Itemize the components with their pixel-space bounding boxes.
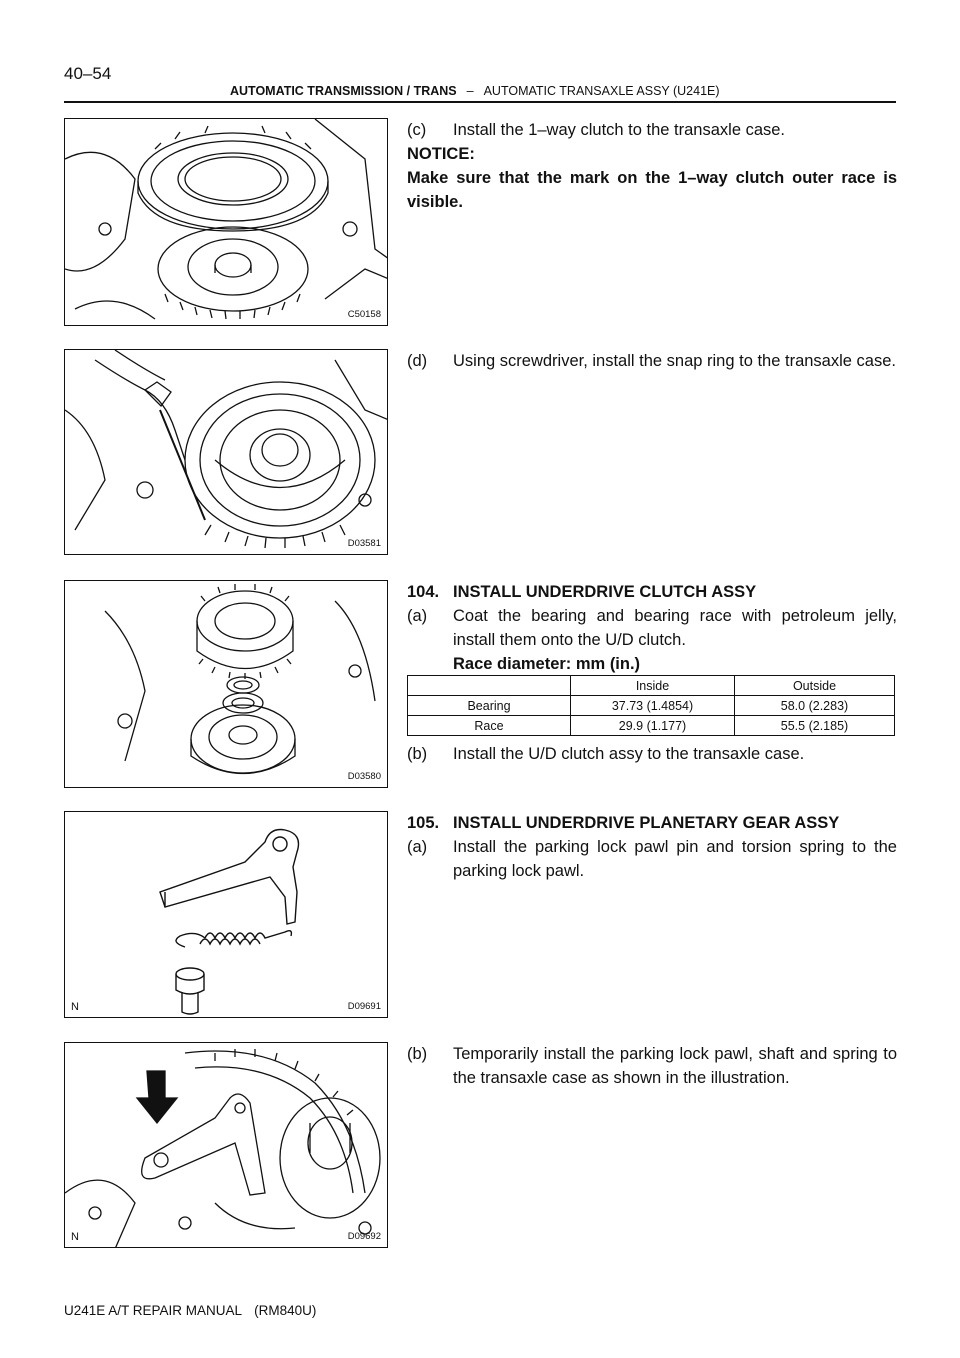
figure-snap-ring [64, 349, 388, 555]
item-label: (a) [407, 838, 428, 856]
item-label: (c) [407, 121, 427, 139]
figure-code: D03580 [347, 771, 381, 782]
figure-ud-clutch [64, 580, 388, 788]
step-number: 105. [407, 814, 440, 832]
table-header-cell: Inside [571, 676, 735, 696]
figure-code: C50158 [347, 309, 381, 320]
table-cell: 55.5 (2.185) [735, 716, 895, 736]
step-105 [407, 811, 897, 883]
figure-code: D09692 [347, 1231, 381, 1242]
table-row [408, 716, 895, 736]
footer-manual: U241E A/T REPAIR MANUAL [64, 1303, 243, 1318]
figure-code: D03581 [347, 538, 381, 549]
notice-text: Make sure that the mark on the 1–way clutch outer race is visible. [407, 169, 897, 211]
table-header-cell: Outside [735, 676, 895, 696]
item-text: Coat the bearing and bearing race with petroleum jelly, install them onto the U/D clutch. [453, 607, 897, 649]
table-cell: Bearing [408, 696, 571, 716]
step-b-parking-pawl [407, 1042, 897, 1090]
step-c-1way-clutch [407, 118, 897, 214]
item-label: (b) [407, 1045, 428, 1063]
step-title: INSTALL UNDERDRIVE CLUTCH ASSY [453, 583, 757, 601]
footer-code: (RM840U) [254, 1303, 317, 1318]
race-diameter-table [407, 675, 895, 736]
figure-1-way-clutch [64, 118, 388, 326]
header-section: AUTOMATIC TRANSMISSION / TRANS [230, 84, 457, 98]
figure-pawl-in-case [64, 1042, 388, 1248]
figure-mark: N [71, 1001, 79, 1013]
header-separator: – [466, 84, 474, 98]
figure-code: D09691 [347, 1001, 381, 1012]
race-diameter-title: Race diameter: mm (in.) [453, 655, 641, 673]
step-d-snap-ring [407, 349, 897, 373]
table-cell: 58.0 (2.283) [735, 696, 895, 716]
item-text: Install the U/D clutch assy to the transaxle case. [453, 745, 805, 763]
step-104 [407, 580, 897, 676]
table-cell: 29.9 (1.177) [571, 716, 735, 736]
item-text: Install the 1–way clutch to the transaxle case. [453, 121, 786, 139]
header-subsection: AUTOMATIC TRANSAXLE ASSY (U241E) [483, 84, 720, 98]
step-title: INSTALL UNDERDRIVE PLANETARY GEAR ASSY [453, 814, 840, 832]
illustration-parking-lock-pawl [65, 812, 388, 1018]
item-label: (d) [407, 352, 428, 370]
item-text: Temporarily install the parking lock pawl, shaft and spring to the transaxle case as shown in the illustration. [453, 1045, 897, 1087]
step-number: 104. [407, 583, 440, 601]
header-rule [64, 101, 896, 103]
footer [64, 1303, 316, 1318]
table-cell: 37.73 (1.4854) [571, 696, 735, 716]
step-b-ud-clutch [407, 742, 897, 766]
illustration-snap-ring [65, 350, 388, 555]
figure-parking-lock-pawl [64, 811, 388, 1018]
illustration-pawl-in-case [65, 1043, 388, 1248]
table-header-row [408, 676, 895, 696]
item-text: Install the parking lock pawl pin and torsion spring to the parking lock pawl. [453, 838, 897, 880]
table-header-cell [408, 676, 571, 696]
notice-title: NOTICE: [407, 145, 475, 163]
item-text: Using screwdriver, install the snap ring to the transaxle case. [453, 352, 896, 370]
illustration-1-way-clutch [65, 119, 388, 326]
table-cell: Race [408, 716, 571, 736]
header-title [230, 84, 720, 98]
page-number: 40–54 [64, 64, 112, 83]
illustration-ud-clutch [65, 581, 388, 788]
figure-mark: N [71, 1231, 79, 1243]
item-label: (a) [407, 607, 428, 625]
item-label: (b) [407, 745, 428, 763]
table-row [408, 696, 895, 716]
